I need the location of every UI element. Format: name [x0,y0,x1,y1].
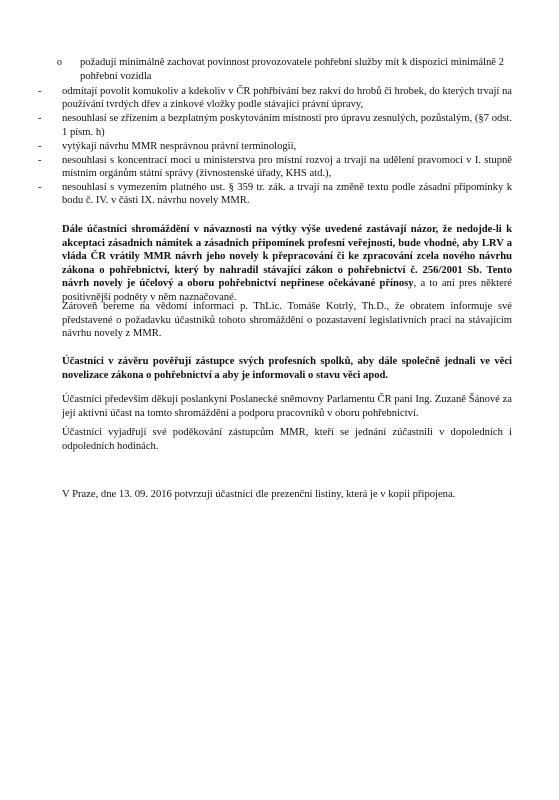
list-item [38,85,512,112]
list-item-text: nesouhlasí s koncentrací moci u ministerstva pro místní rozvoj a trvají na udělení pravomoci v I. stupně místním orgánům státní správy (živnostenské úřady, KHS atd.), [62,154,512,179]
thanks-mmr-paragraph: Účastníci vyjadřují své poděkování zástupcům MMR, kteří se jednání zúčastnili v dopoledních i odpoledních hodinách. [62,427,512,452]
sub-bullet-item [57,56,512,83]
objection-list [38,85,512,208]
list-item [38,140,512,153]
thanks-deputy-paragraph: Účastníci především děkují poslankyni Poslanecké sněmovny Parlamentu ČR paní Ing. Zuzaně Šánové za její aktivní účast na tomto shromáždění a podporu pracovníků v oboru pohřebnictví. [62,394,512,419]
list-item [38,112,512,139]
resolution-paragraph [62,223,512,305]
dash-marker: - [38,113,42,125]
closing-paragraph: V Praze, dne 13. 09. 2016 potvrzují účastníci dle prezenční listiny, která je v kopii připojena. [62,489,456,500]
list-item [38,181,512,208]
circle-bullet-icon: o [57,57,62,68]
list-item-text: nesouhlasí s vymezením platného ust. § 359 tr. zák. a trvají na změně textu podle zásadní připomínky k bodu č. IV. v části IX. návrhu novely MMR. [62,181,512,207]
dash-marker: - [38,181,42,193]
sub-bullet-text: požadují minimálně zachovat povinnost provozovatele pohřební služby mít k dispozici minimálně 2 pohřební vozidla [80,57,504,82]
dash-marker: - [38,154,42,166]
acknowledgement-paragraph: Zároveň bereme na vědomí informaci p. ThLic. Tomáše Kotrlý, Th.D., že obratem informuje své představené o požadavku účastníků tohoto shromáždění o pozastavení legislativních prací na stávajícím návrhu novely z MMR. [62,301,512,340]
list-item-text: nesouhlasí se zřízením a bezplatným poskytováním místnosti pro úpravu zesnulých, pozůstalým, (§7 odst. 1 písm. h) [62,113,512,138]
dash-marker: - [38,140,42,152]
dash-marker: - [38,86,42,97]
resolution-normal-text: , a to ani pres některé positivnější podněty v něm naznačované. [62,278,512,303]
list-item-text: vytýkají návrhu MMR nesprávnou právní terminologii, [62,140,297,152]
list-item-text: odmítají povolit komukoliv a kdekoliv v ČR pohřbívání bez rakví do hrobů či hrobek, do kterých trvají na používání tvrdých dřev a zinkové vložky podle stávající právní úpravy, [62,86,512,111]
mandate-paragraph: Účastníci v závěru pověřují zástupce svých profesních spolků, aby dále společně jednali ve věci novelizace zákona o pohřebnictví a aby je informovali o stavu věci apod. [62,356,512,381]
resolution-bold-text: Dále účastníci shromáždění v návaznosti na výtky výše uvedené zastávají názor, že nedojde-li k akceptaci zásadních námitek a zásadních připomínek profesní veřejnosti, bude vhodné, aby LRV a vláda ČR vrátily MMR návrh jeho novely k přepracování či ke zpracování zcela nového návrhu zákona o pohřebnictví, který by nahradil stávající zákon o pohřebnictví č. 256/2001 Sb. Tento návrh novely je účelový a oboru pohřebnictví nepřinese očekávané přínosy [62,224,512,290]
list-item [38,154,512,181]
